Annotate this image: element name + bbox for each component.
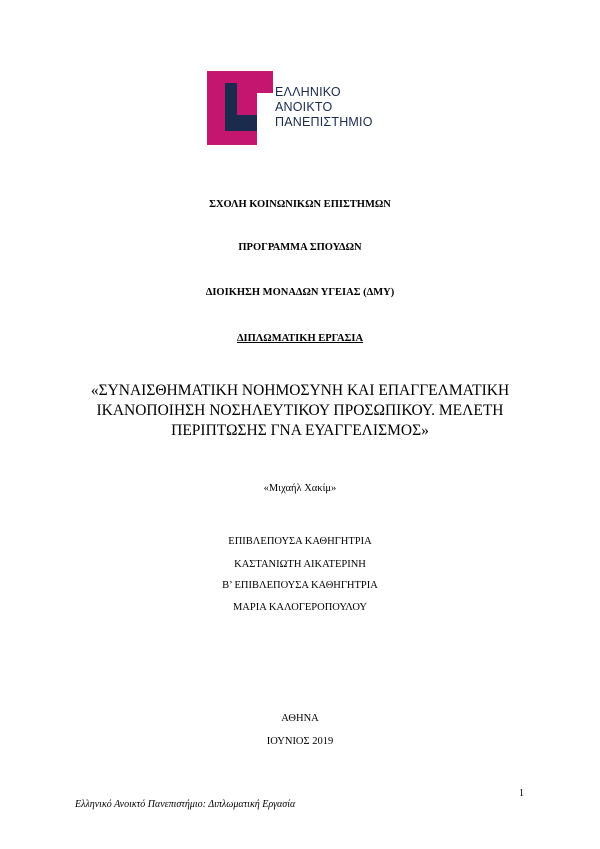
place: ΑΘΗΝΑ (281, 713, 319, 724)
university-logo (207, 71, 397, 145)
page-number: 1 (519, 788, 524, 799)
thesis-title-line-3: ΠΕΡΙΠΤΩΣΗΣ ΓΝΑ ΕΥΑΓΓΕΛΙΣΜΟΣ» (171, 422, 429, 439)
supervisor-name-2: ΜΑΡΙΑ ΚΑΛΟΓΕΡΟΠΟΥΛΟΥ (232, 602, 368, 613)
school-name: ΣΧΟΛΗ ΚΟΙΝΩΝΙΚΩΝ ΕΠΙΣΤΗΜΩΝ (209, 199, 391, 210)
author-name: «Μιχαήλ Χακίμ» (263, 483, 337, 494)
logo-line-1: ΕΛΛΗΝΙΚΟ (275, 85, 341, 99)
supervisor-name-1: ΚΑΣΤΑΝΙΩΤΗ ΑΙΚΑΤΕΡΙΝΗ (234, 559, 366, 570)
logo-line-3: ΠΑΝΕΠΙΣΤΗΜΙΟ (275, 115, 373, 129)
thesis-title-line-2: ΙΚΑΝΟΠΟΙΗΣΗ ΝΟΣΗΛΕΥΤΙΚΟΥ ΠΡΟΣΩΠΙΚΟΥ. ΜΕΛΕΤΗ (96, 402, 504, 419)
document-type: ΔΙΠΛΩΜΑΤΙΚΗ ΕΡΓΑΣΙΑ (236, 333, 364, 344)
logo-line-2: ΑΝΟΙΚΤΟ (275, 100, 333, 114)
supervisor-role-1: ΕΠΙΒΛΕΠΟΥΣΑ ΚΑΘΗΓΗΤΡΙΑ (228, 536, 372, 547)
program-name: ΔΙΟΙΚΗΣΗ ΜΟΝΑΔΩΝ ΥΓΕΙΑΣ (ΔΜΥ) (205, 287, 395, 298)
eap-logo-icon (207, 71, 273, 145)
supervisor-role-2: Β’ ΕΠΙΒΛΕΠΟΥΣΑ ΚΑΘΗΓΗΤΡΙΑ (222, 580, 378, 591)
date: ΙΟΥΝΙΟΣ 2019 (266, 736, 334, 747)
thesis-title (70, 381, 530, 441)
program-label: ΠΡΟΓΡΑΜΜΑ ΣΠΟΥΔΩΝ (238, 242, 362, 253)
page-footer: Ελληνικό Ανοικτό Πανεπιστήμιο: Διπλωματική Εργασία (75, 799, 296, 810)
thesis-title-line-1: «ΣΥΝΑΙΣΘΗΜΑΤΙΚΗ ΝΟΗΜΟΣΥΝΗ ΚΑΙ ΕΠΑΓΓΕΛΜΑΤΙΚΗ (90, 382, 510, 399)
logo-text (275, 85, 399, 130)
